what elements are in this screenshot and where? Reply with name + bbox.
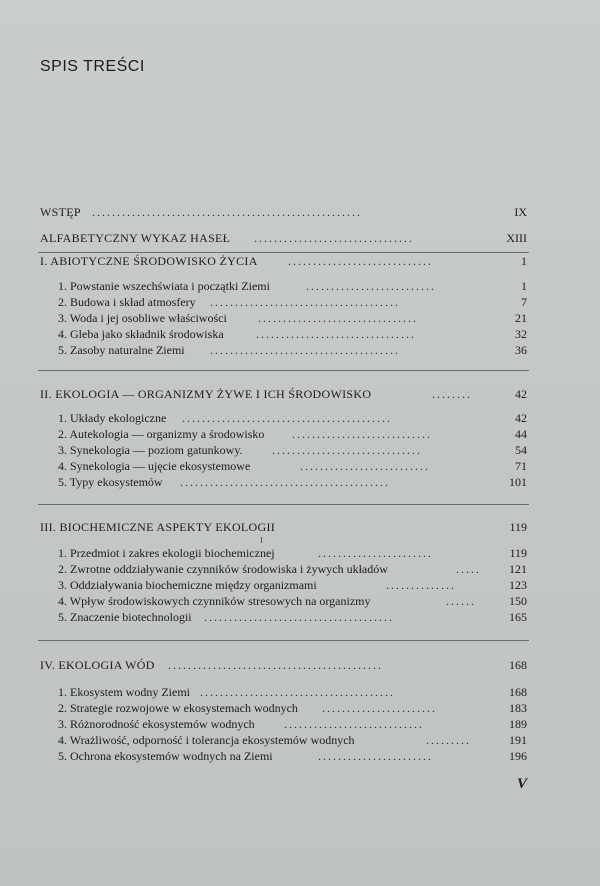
- toc-entry: [0, 442, 600, 458]
- toc-entry-label: 5. Zasoby naturalne Ziemi: [58, 343, 185, 357]
- toc-entry-page: 168: [509, 685, 527, 699]
- toc-entry: [0, 410, 600, 426]
- dot-leader: ..........................................: [182, 411, 392, 425]
- dot-leader: ...........................................: [168, 658, 383, 672]
- section-divider: [38, 640, 529, 641]
- toc-entry-page: 191: [509, 733, 527, 747]
- toc-entry: [0, 609, 600, 625]
- toc-entry-label: 2. Strategie rozwojowe w ekosystemach wodnych: [58, 701, 298, 715]
- toc-entry: [0, 278, 600, 294]
- dot-leader: ..............................: [272, 443, 422, 457]
- toc-entry: [0, 326, 600, 342]
- toc-entry: [0, 748, 600, 764]
- dot-leader: ..........................: [306, 279, 436, 293]
- dot-leader: .......................................: [200, 685, 395, 699]
- dot-leader: ................................: [256, 327, 416, 341]
- dot-leader: ..........................: [300, 459, 430, 473]
- dot-leader: ............................: [284, 717, 424, 731]
- toc-entry-page: 1: [521, 254, 527, 268]
- toc-entry: [0, 684, 600, 700]
- toc-entry-page: 42: [515, 411, 527, 425]
- toc-entry: [0, 732, 600, 748]
- dot-leader: .......................: [322, 701, 437, 715]
- toc-entry-page: 32: [515, 327, 527, 341]
- toc-entry: [0, 230, 600, 246]
- toc-entry-label: 5. Znaczenie biotechnologii: [58, 610, 192, 624]
- toc-entry-label: 3. Różnorodność ekosystemów wodnych: [58, 717, 255, 731]
- toc-entry-label: 1. Układy ekologiczne: [58, 411, 167, 425]
- toc-entry-label: IV. EKOLOGIA WÓD: [40, 658, 155, 672]
- toc-entry-label: 5. Ochrona ekosystemów wodnych na Ziemi: [58, 749, 273, 763]
- toc-entry: [0, 700, 600, 716]
- toc-chapter: [0, 253, 600, 269]
- toc-entry: [0, 310, 600, 326]
- dot-leader: ......................................................: [92, 205, 362, 219]
- toc-entry-label: III. BIOCHEMICZNE ASPEKTY EKOLOGII: [40, 520, 276, 534]
- section-divider: [38, 504, 529, 505]
- toc-entry-page: 71: [515, 459, 527, 473]
- toc-entry-page: 189: [509, 717, 527, 731]
- toc-entry-label: 2. Autekologia — organizmy a środowisko: [58, 427, 265, 441]
- toc-entry-label: 1. Ekosystem wodny Ziemi: [58, 685, 190, 699]
- toc-entry-label: WSTĘP: [40, 205, 81, 219]
- dot-leader: .....: [456, 562, 481, 576]
- toc-entry: [0, 204, 600, 220]
- dot-leader: .............................: [288, 254, 433, 268]
- toc-entry: [0, 593, 600, 609]
- stray-mark: [261, 537, 262, 543]
- toc-entry-page: 42: [515, 387, 527, 401]
- toc-entry-page: IX: [514, 205, 527, 219]
- toc-entry-page: 36: [515, 343, 527, 357]
- toc-entry: [0, 545, 600, 561]
- toc-entry-label: 4. Gleba jako składnik środowiska: [58, 327, 224, 341]
- toc-entry-page: 121: [509, 562, 527, 576]
- toc-chapter: [0, 386, 600, 402]
- toc-entry-page: 150: [509, 594, 527, 608]
- toc-entry-page: 119: [509, 546, 527, 560]
- toc-entry-label: 1. Powstanie wszechświata i początki Ziemi: [58, 279, 270, 293]
- toc-entry-label: II. EKOLOGIA — ORGANIZMY ŻYWE I ICH ŚRODOWISKO: [40, 387, 372, 401]
- toc-entry-page: 168: [509, 658, 527, 672]
- toc-entry-page: 44: [515, 427, 527, 441]
- toc-entry: [0, 294, 600, 310]
- dot-leader: ................................: [258, 311, 418, 325]
- toc-entry-label: 3. Oddziaływania biochemiczne między organizmami: [58, 578, 317, 592]
- toc-entry-label: 1. Przedmiot i zakres ekologii biochemicznej: [58, 546, 275, 560]
- dot-leader: .......................: [318, 546, 433, 560]
- toc-heading: SPIS TREŚCI: [40, 58, 145, 75]
- dot-leader: ......: [446, 594, 476, 608]
- toc-entry: [0, 716, 600, 732]
- toc-entry-page: 183: [509, 701, 527, 715]
- toc-entry-page: 123: [509, 578, 527, 592]
- toc-entry-label: I. ABIOTYCZNE ŚRODOWISKO ŻYCIA: [40, 254, 258, 268]
- toc-entry-page: 54: [515, 443, 527, 457]
- toc-entry-label: ALFABETYCZNY WYKAZ HASEŁ: [40, 231, 231, 245]
- toc-entry-page: 119: [509, 520, 527, 534]
- toc-entry-label: 4. Synekologia — ujęcie ekosystemowe: [58, 459, 251, 473]
- page-number: V: [516, 776, 527, 792]
- dot-leader: ............................: [292, 427, 432, 441]
- toc-entry-label: 2. Budowa i skład atmosfery: [58, 295, 196, 309]
- toc-entry-label: 4. Wpływ środowiskowych czynników stresowych na organizmy: [58, 594, 371, 608]
- toc-entry-page: 101: [509, 475, 527, 489]
- toc-entry-page: 21: [515, 311, 527, 325]
- dot-leader: ..........................................: [180, 475, 390, 489]
- toc-entry-page: 196: [509, 749, 527, 763]
- section-divider: [38, 370, 529, 371]
- toc-entry-label: 3. Woda i jej osobliwe właściwości: [58, 311, 227, 325]
- toc-entry-page: 7: [521, 295, 527, 309]
- toc-entry-label: 2. Zwrotne oddziaływanie czynników środowiska i żywych układów: [58, 562, 388, 576]
- toc-entry-label: 5. Typy ekosystemów: [58, 475, 163, 489]
- dot-leader: ..............: [386, 578, 456, 592]
- dot-leader: ......................................: [210, 343, 400, 357]
- dot-leader: ................................: [254, 231, 414, 245]
- toc-chapter: [0, 519, 600, 535]
- dot-leader: ......................................: [210, 295, 400, 309]
- toc-entry: [0, 426, 600, 442]
- toc-entry-label: 4. Wrażliwość, odporność i tolerancja ekosystemów wodnych: [58, 733, 355, 747]
- dot-leader: .......................: [318, 749, 433, 763]
- toc-entry: [0, 474, 600, 490]
- toc-entry-page: XIII: [506, 231, 527, 245]
- dot-leader: ......................................: [204, 610, 394, 624]
- toc-entry: [0, 577, 600, 593]
- toc-entry-page: 165: [509, 610, 527, 624]
- dot-leader: ........: [432, 387, 472, 401]
- toc-entry: [0, 342, 600, 358]
- toc-chapter: [0, 657, 600, 673]
- toc-entry-label: 3. Synekologia — poziom gatunkowy.: [58, 443, 243, 457]
- toc-entry: [0, 561, 600, 577]
- toc-entry: [0, 458, 600, 474]
- dot-leader: .........: [426, 733, 471, 747]
- toc-entry-page: 1: [521, 279, 527, 293]
